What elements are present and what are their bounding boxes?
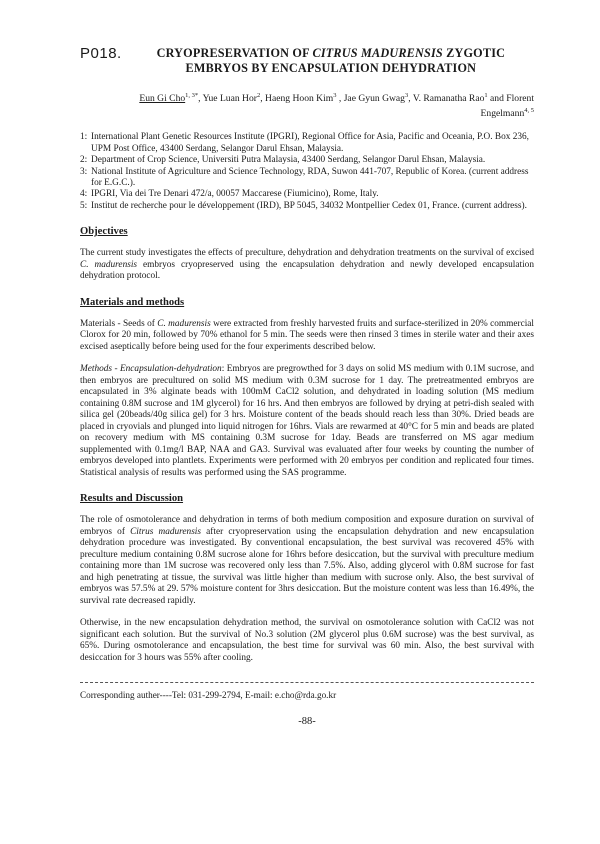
- objectives-paragraph: The current study investigates the effects of preculture, dehydration and dehydration treatments on the survival of excised C. madurensis embryos cryopreserved using the encapsulation dehydration and newly developed encapsulation dehydration protocol.: [80, 248, 534, 282]
- affiliation-item: 4: IPGRI, Via dei Tre Denari 472/a, 00057 Maccarese (Fiumicino), Rome, Italy.: [80, 189, 379, 200]
- abstract-code: P018.: [80, 45, 122, 62]
- results-paragraph-1: The role of osmotolerance and dehydration in terms of both medium composition and exposure duration on survival of embryos of Citrus madurensis after cryopreservation using the encapsulation dehydration and new encapsulation dehydration procedure was investigated. By conventional encapsulation, the best survival was recovered 45% with preculture medium containing 0.8M sucrose alone for 16hrs before desiccation, but the survival with preculture medium containing more than 1M sucrose was recovered only less than 7.5%. Also, adding glycerol with 0.8M sucrose for fast and high penetrating at tissue, the survival was little higher than medium with sucrose only. Also, the best survival of embryos was 57.5% at 29. 57% moisture content for 3hrs desiccation. But the moisture content was less than 16.49%, the survival rate decreased rapidly.: [80, 515, 534, 606]
- objectives-heading: Objectives: [80, 226, 128, 238]
- affiliation-item: 5: Institut de recherche pour le développement (IRD), BP 5045, 34032 Montpellier Cedex 01, France. (current address).: [80, 200, 527, 211]
- correspondence-line: Corresponding auther----Tel: 031-299-2794, E-mail: e.cho@rda.go.kr: [80, 690, 337, 701]
- affiliation-item: 2: Department of Crop Science, Universiti Putra Malaysia, 43400 Serdang, Selangor Darul Ehsan, Malaysia.: [80, 155, 486, 166]
- methods-paragraph: Methods - Encapsulation-dehydration: Embryos are pregrowthed for 3 days on solid MS medium with 0.1M sucrose, and then embryos are precultured on solid MS medium with 0.3M sucrose for 1 day. The pretreatmented embryos are encapsulated in 3% alginate beads with 100mM CaCl2 solution, and dehydrated in loading solution (MS medium containing 0.8M sucrose and 1M glycerol) for 16 hrs. And then embryos are followed by drying at petri-dish sealed with silica gel (20beads/40g silica gel) for 3 hrs. Moisture content of the beads should reach less than 30%. Dried beads are placed in cryovials and plunged into liquid nitrogen for 16hrs. Vials are rewarmed at 40°C for 5 min and beads are plated on recovery medium with MS containing 0.3M sucrose for 1day. Beads are transferred on MS agar medium supplemented with 0.1mg/l BAP, NAA and GA3. Survival was evaluated after four weeks by counting the number of embryos developed into plantlets. Experiments were performed with 20 embryos per condition and replicated four times. Statistical analysis of results was performed using the SAS programme.: [80, 364, 534, 478]
- affiliation-item: 3: National Institute of Agriculture and Science Technology, RDA, Suwon 441-707, Republic of Korea. (current address for E.G.C.).: [80, 166, 529, 188]
- results-paragraph-2: Otherwise, in the new encapsulation dehydration method, the survival on osmotolerance solution with CaCl2 was not significant each solution. But the survival of No.3 solution (2M glycerol plus 0.6M sucrose) was the best survival, as 65%. During osmotolerance and encapsulation, the best time for survival was 60 min. Also, the best survival with desiccation for 3 hours was 55% after cooling.: [80, 618, 534, 663]
- author-6: Florent Engelmann$^{4, 5}$: [480, 93, 534, 120]
- title-part-1: CRYOPRESERVATION OF: [156, 46, 313, 60]
- affiliation-list: [80, 132, 534, 212]
- author-1: Eun Gi Cho$^{1, 3*}$,: [139, 92, 203, 105]
- footer-divider: [80, 682, 534, 683]
- author-5: V. Ramanatha Rao$^1$ and: [412, 92, 507, 105]
- title-species: CITRUS MADURENSIS: [312, 46, 443, 60]
- page-number: -88-: [298, 716, 316, 728]
- paper-title: [128, 46, 534, 76]
- title-block: [80, 46, 534, 76]
- author-2: Yue Luan Hor$^2$,: [202, 92, 266, 105]
- results-heading: Results and Discussion: [80, 493, 184, 505]
- affiliation-item: 1: International Plant Genetic Resources Institute (IPGRI), Regional Office for Asia, Pacific and Oceania, P.O. Box 236, UPM Post Office, 43400 Serdang, Selangor Darul Ehsan, Malaysia.: [80, 132, 529, 154]
- materials-paragraph: Materials - Seeds of C. madurensis were extracted from freshly harvested fruits and surface-sterilized in 20% commercial Clorox for 20 min, followed by 70% ethanol for 5 min. The seeds were then rinsed 3 times in sterile water and their axes excised aseptically before being used for the four experiments described below.: [80, 318, 534, 352]
- materials-heading: Materials and methods: [80, 296, 185, 308]
- author-3: Haeng Hoon Kim$^3$ ,: [265, 92, 344, 105]
- author-4: Jae Gyun Gwag$^3$,: [343, 92, 411, 105]
- author-list: [80, 90, 534, 120]
- title-part-2: ZYGOTIC EMBRYOS BY ENCAPSULATION DEHYDRATION: [185, 46, 506, 75]
